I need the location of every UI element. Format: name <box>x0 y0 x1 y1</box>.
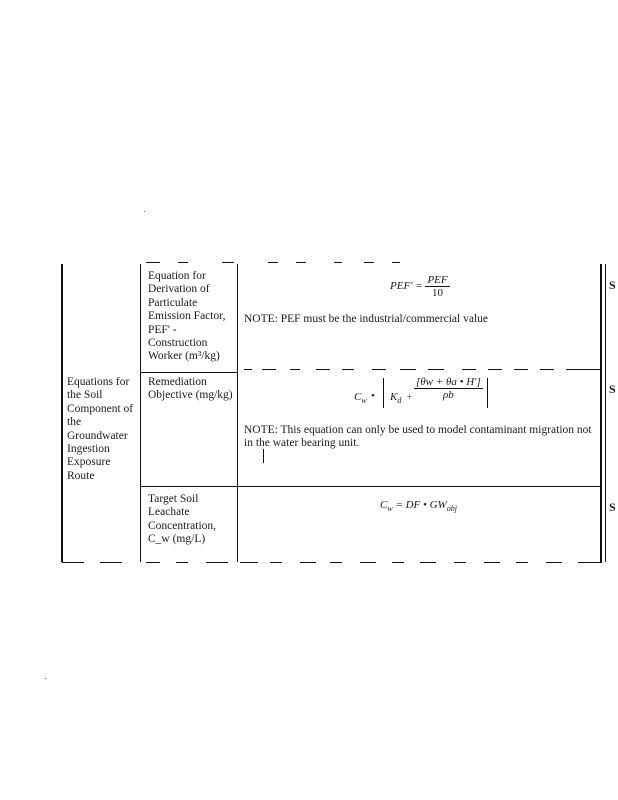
table-right-border-2 <box>605 264 606 562</box>
group-label: Equations for the Soil Component of the Groundwater Ingestion Exposure Route <box>67 376 134 482</box>
row-divider-2 <box>140 486 602 487</box>
pef-denominator: 10 <box>432 287 444 299</box>
ro-dot: • <box>371 390 375 402</box>
speck <box>45 678 46 679</box>
remediation-equation <box>354 376 504 418</box>
pef-equation <box>390 274 450 299</box>
row1-note: NOTE: PEF must be the industrial/commercial value <box>244 313 489 325</box>
col-divider-1 <box>140 264 141 562</box>
row1-parameter: Equation for Derivation of Particulate Emission Factor, PEF' - Construction Worker (m³/kg) <box>148 270 226 363</box>
ro-numerator: [θw + θa • H'] <box>416 376 481 388</box>
speck <box>144 211 145 212</box>
pef-fraction <box>425 274 449 299</box>
ro-cw: $C_w$ <box>354 391 367 406</box>
cw-rhs: = DF • $GW_{obj}$ <box>395 499 457 514</box>
row2-parameter: Remediation Objective (mg/kg) <box>148 376 233 402</box>
ro-plus: + <box>407 392 413 402</box>
pef-numerator: PEF <box>427 274 448 286</box>
cw-lhs: $C_w$ <box>380 499 393 514</box>
ro-left-bracket <box>383 378 384 408</box>
row2-side-marker: S <box>609 382 616 396</box>
ro-kd: $K_d$ <box>390 391 402 406</box>
pef-lhs: PEF' = <box>390 280 423 293</box>
table-right-border <box>600 264 602 562</box>
ro-right-bracket <box>487 378 488 408</box>
row1-side-marker: S <box>609 278 616 292</box>
ro-denominator: ρb <box>443 389 454 401</box>
row3-parameter: Target Soil Leachate Concentration, C_w (mg/L) <box>148 493 217 546</box>
row3-side-marker: S <box>609 500 616 514</box>
ro-fraction <box>414 376 483 401</box>
table-left-border <box>61 264 63 562</box>
scan-mark <box>263 449 264 463</box>
row2-note: NOTE: This equation can only be used to model contaminant migration not in the water bearing unit. <box>244 424 592 450</box>
cw-equation <box>380 499 457 513</box>
